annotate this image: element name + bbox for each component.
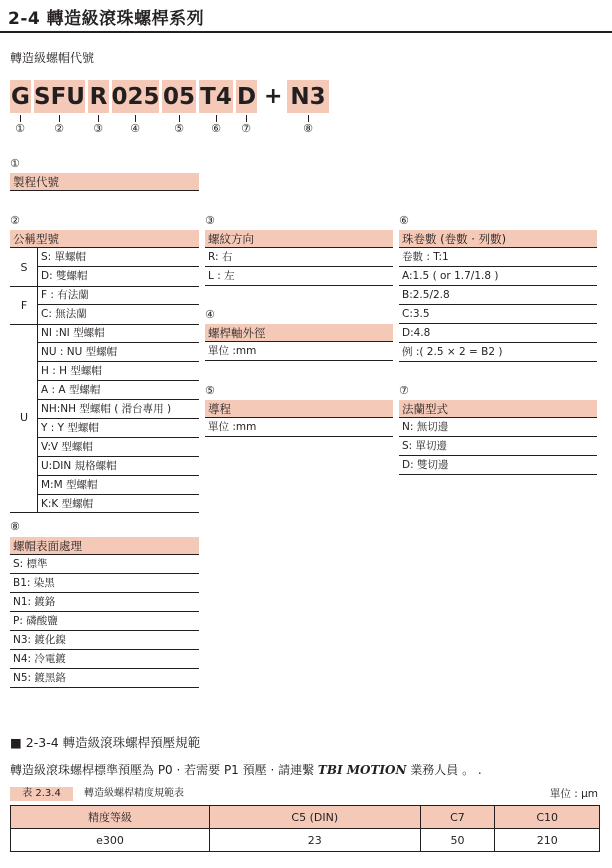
sec6-row: C:3.5 [399, 305, 597, 324]
sec6-row: B:2.5/2.8 [399, 286, 597, 305]
sec2-row: C: 無法蘭 [41, 308, 87, 320]
sec2-row: D: 雙螺帽 [41, 270, 88, 282]
table-header: C7 [420, 806, 495, 829]
code-circuits: T4 [199, 80, 233, 113]
table-cell: 23 [210, 829, 420, 852]
sec6-num: ⑥ [399, 214, 409, 227]
code-tick [135, 115, 136, 122]
table-title: 轉造級螺桿精度規範表 [84, 788, 184, 799]
sec2-row: K:K 型螺帽 [41, 498, 94, 510]
code-flange: D [236, 80, 257, 113]
code-tick [98, 115, 99, 122]
sec2-header: 公稱型號 [10, 230, 199, 248]
code-lead: 05 [162, 80, 196, 113]
accuracy-table [10, 805, 600, 852]
sec2-row: A : A 型螺帽 [38, 381, 199, 400]
table-tag: 表 2.3.4 [10, 787, 73, 801]
sec8-header: 螺帽表面處理 [10, 537, 199, 555]
code-num: ② [54, 122, 64, 135]
sec8-row: B1: 染黑 [10, 574, 199, 593]
sec2-row: NI :NI 型螺帽 [38, 324, 199, 343]
code-tick [216, 115, 217, 122]
code-num: ⑤ [174, 122, 184, 135]
sec2-num: ② [10, 214, 20, 227]
code-diameter: 025 [112, 80, 159, 113]
table-header: C10 [495, 806, 600, 829]
code-tick [20, 115, 21, 122]
code-subtitle: 轉造級螺帽代號 [10, 51, 95, 65]
preload-heading: ■ 2-3-4 轉造級滾珠螺桿預壓規範 [10, 735, 201, 750]
sec3-header: 螺紋方向 [205, 230, 393, 248]
code-direction: R [88, 80, 109, 113]
title-rule [0, 31, 612, 33]
sec7-row: D: 雙切邊 [399, 456, 597, 475]
sec6-row: 卷數 : T:1 [399, 248, 597, 267]
sec7-num: ⑦ [399, 384, 409, 397]
sec2-row: Y : Y 型螺帽 [38, 419, 199, 438]
table-cell: 50 [420, 829, 495, 852]
sec1-num: ① [10, 157, 20, 170]
code-process: G [10, 80, 31, 113]
sec8-num: ⑧ [10, 520, 20, 533]
code-num: ③ [93, 122, 103, 135]
code-num: ⑧ [303, 122, 313, 135]
sec2-row: S: 單螺帽 [38, 248, 199, 267]
code-surface: N3 [287, 80, 329, 113]
sec4-header: 螺桿軸外徑 [205, 324, 393, 342]
table-cell: 210 [495, 829, 600, 852]
sec2-row: NU : NU 型螺帽 [38, 343, 199, 362]
sec8-row: N5: 鍍黑鉻 [10, 669, 199, 688]
sec3-row: R: 右 [205, 248, 393, 267]
sec8-row: N1: 鍍鉻 [10, 593, 199, 612]
code-num: ⑥ [211, 122, 221, 135]
code-type: SFU [34, 80, 85, 113]
sec4-row: 單位 :mm [205, 342, 393, 361]
paragraph-text: 轉造級滾珠螺桿標準預壓為 P0 · 若需要 P1 預壓 · 請連繫 [10, 763, 318, 777]
table-header-row [11, 806, 600, 829]
sec8-row: S: 標準 [10, 555, 199, 574]
sec7-row: S: 單切邊 [399, 437, 597, 456]
sec2-row: V:V 型螺帽 [38, 438, 199, 457]
sec6-row: 例 :( 2.5 × 2 = B2 ) [399, 343, 597, 362]
code-num: ⑦ [241, 122, 251, 135]
brand-name: TBI MOTION [317, 763, 407, 777]
sec8-row: P: 磷酸鹽 [10, 612, 199, 631]
sec7-row: N: 無切邊 [399, 418, 597, 437]
code-tick [59, 115, 60, 122]
code-tick [308, 115, 309, 122]
sec6-row: D:4.8 [399, 324, 597, 343]
sec2-group-label: F [20, 299, 28, 312]
code-tick [179, 115, 180, 122]
sec2-row: F : 有法蘭 [38, 286, 199, 305]
preload-paragraph [10, 761, 482, 778]
paragraph-text: 業務人員 。 . [406, 763, 482, 777]
code-num: ① [15, 122, 25, 135]
table-row [11, 829, 600, 852]
sec6-row: A:1.5 ( or 1.7/1.8 ) [399, 267, 597, 286]
sec2-group-label: S [20, 261, 28, 274]
sec3-num: ③ [205, 214, 215, 227]
sec5-row: 單位 :mm [205, 418, 393, 437]
code-num: ④ [130, 122, 140, 135]
code-plus: + [264, 84, 283, 109]
sec6-header: 珠卷數 (卷數 · 列數) [399, 230, 597, 248]
code-tick [246, 115, 247, 122]
sec8-row: N4: 冷電鍍 [10, 650, 199, 669]
sec3-row: L : 左 [205, 267, 393, 286]
table-header: C5 (DIN) [210, 806, 420, 829]
sec2-group-label: U [19, 411, 29, 424]
sec2-row: U:DIN 規格螺帽 [38, 457, 199, 476]
sec5-num: ⑤ [205, 384, 215, 397]
table-cell: e300 [11, 829, 210, 852]
table-unit: 單位 : µm [549, 788, 598, 800]
sec1-header: 製程代號 [10, 173, 199, 191]
page-title: 2-4 轉造級滾珠螺桿系列 [8, 9, 205, 29]
sec7-header: 法蘭型式 [399, 400, 597, 418]
sec2-row: NH:NH 型螺帽 ( 滑台專用 ) [38, 400, 199, 419]
sec4-num: ④ [205, 308, 215, 321]
table-header: 精度等級 [11, 806, 210, 829]
sec2-row: H : H 型螺帽 [38, 362, 199, 381]
sec2-row: M:M 型螺帽 [38, 476, 199, 495]
sec5-header: 導程 [205, 400, 393, 418]
sec8-row: N3: 鍍化鎳 [10, 631, 199, 650]
